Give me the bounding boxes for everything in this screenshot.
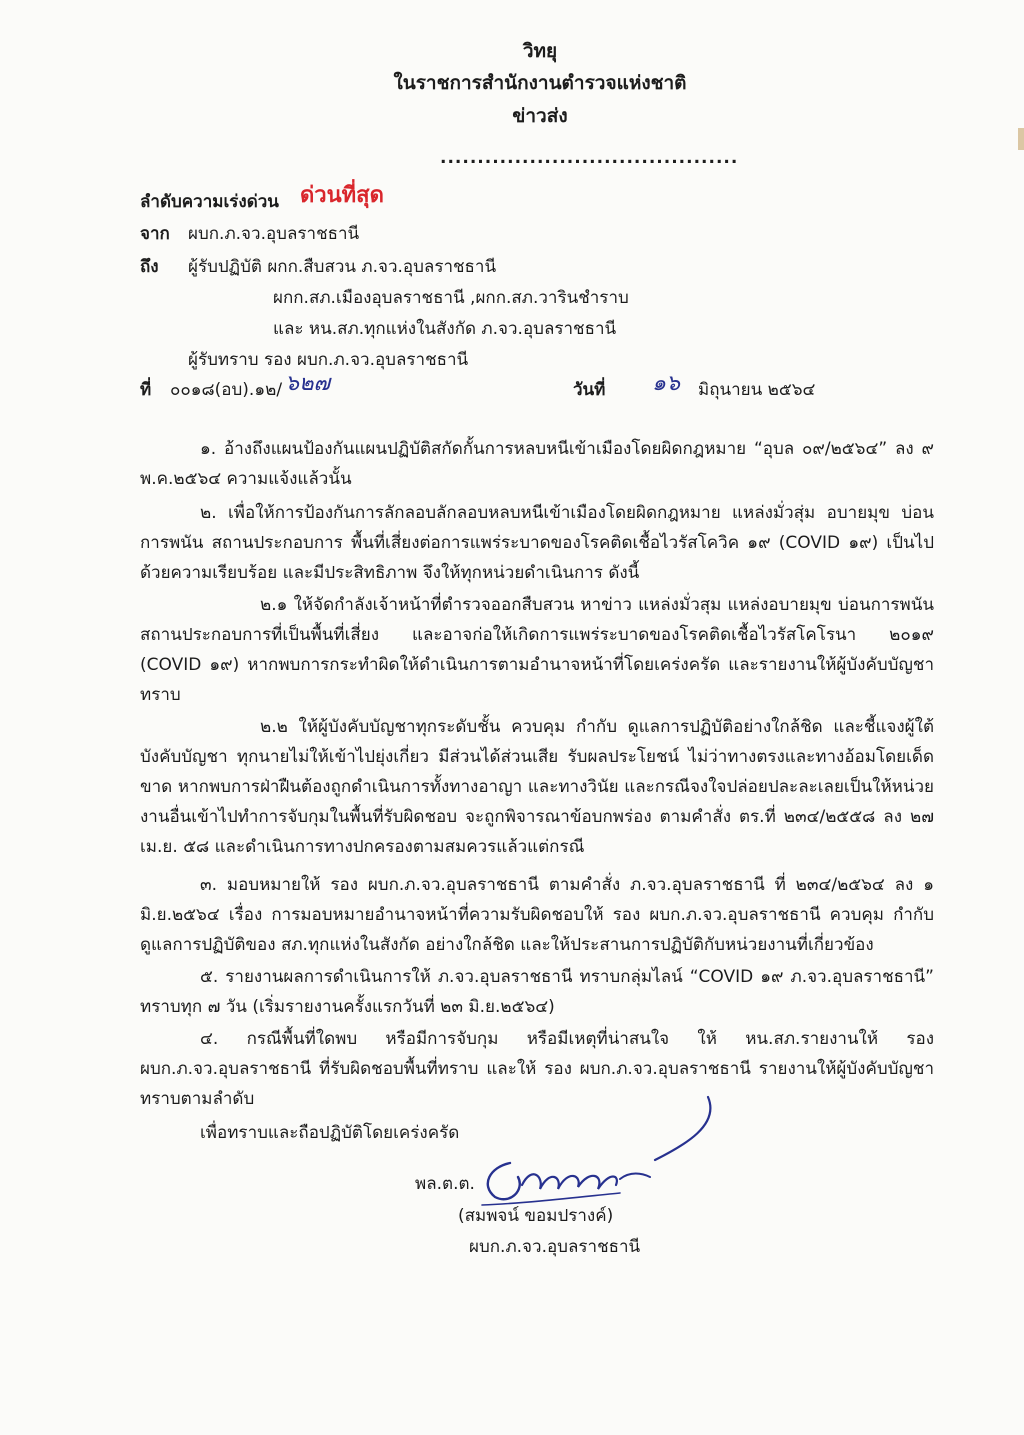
to-line-2: ผกก.สภ.เมืองอุบลราชธานี ,ผกก.สภ.วารินชำราบ xyxy=(273,288,629,308)
from-label: จาก xyxy=(140,224,170,244)
paragraph-5: ๕. รายงานผลการดำเนินการให้ ภ.จว.อุบลราชธานี ทราบกลุ่มไลน์ “COVID ๑๙ ภ.จว.อุบลราชธานี” ทราบทุก ๗ วัน (เริ่มรายงานครั้งแรกวันที่ ๒๓ มิ.ย.๒๕๖๔) xyxy=(140,967,934,1017)
ref-handwritten-number: ๖๒๗ xyxy=(285,371,331,396)
ref-label: ที่ xyxy=(140,380,152,400)
paragraph-2: ๒. เพื่อให้การป้องกันการลักลอบลักลอบหลบหนีเข้าเมืองโดยผิดกฎหมาย แหล่งมั่วสุ่ม อบายมุข บ่อนการพนัน สถานประกอบการ พื้นที่เสี่ยงต่อการแพร่ระบาดของโรคติดเชื้อไวรัสโควิค ๑๙ (COVID ๑๙) เป็นไปด้วยความเรียบร้อย และมีประสิทธิภาพ จึงให้ทุกหน่วยดำเนินการ ดังนี้ xyxy=(140,503,934,583)
urgency-value: ด่วนที่สุด xyxy=(300,183,384,208)
to-line-1: ผู้รับปฏิบัติ ผกก.สืบสวน ภ.จว.อุบลราชธานี xyxy=(188,257,497,277)
paragraph-2-2: ๒.๒ ให้ผู้บังคับบัญชาทุกระดับชั้น ควบคุม กำกับ ดูแลการปฏิบัติอย่างใกล้ชิด และชี้แจงผู้ใต้บังคับบัญชา ทุกนายไม่ให้เข้าไปยุ่งเกี่ยว มีส่วนได้ส่วนเสีย รับผลประโยชน์ ไม่ว่าทางตรงและทางอ้อมโดยเด็ดขาด หากพบการฝ่าฝืนต้องถูกดำเนินการทั้งทางอาญา และทางวินัย และกรณีจงใจปล่อยปละละเลยเป็นให้หน่วยงานอื่นเข้าไปทำการจับกุมในพื้นที่รับผิดชอบ จะถูกพิจารณาข้อบกพร่อง ตามคำสั่ง ตร.ที่ ๒๓๔/๒๕๕๘ ลง ๒๗ เม.ย. ๕๘ และดำเนินการทางปกครองตามสมควรแล้วแต่กรณี xyxy=(140,717,934,857)
header-type: ข่าวส่ง xyxy=(512,105,568,127)
ref-number: ๐๐๑๘(อบ).๑๒/ xyxy=(170,380,283,400)
paragraph-1: ๑. อ้างถึงแผนป้องกันแผนปฏิบัติสกัดกั้นการหลบหนีเข้าเมืองโดยผิดกฎหมาย “อุบล ๐๙/๒๕๖๔” ลง ๙ พ.ค.๒๕๖๔ ความแจ้งแล้วนั้น xyxy=(140,439,934,489)
signer-name: (สมพจน์ ขอมปรางค์) xyxy=(458,1206,614,1226)
date-label: วันที่ xyxy=(573,380,606,400)
to-line-3: และ หน.สภ.ทุกแห่งในสังกัด ภ.จว.อุบลราชธานี xyxy=(273,319,617,339)
urgency-label: ลำดับความเร่งด่วน xyxy=(140,192,279,212)
acknowledge-line: ผู้รับทราบ รอง ผบก.ภ.จว.อุบลราชธานี xyxy=(188,350,469,370)
paragraph-2-1: ๒.๑ ให้จัดกำลังเจ้าหน้าที่ตำรวจออกสืบสวน หาข่าว แหล่งมั่วสุม แหล่งอบายมุข บ่อนการพนัน สถานประกอบการที่เป็นพื้นที่เสี่ยง และอาจก่อให้เกิดการแพร่ระบาดของโรคติดเชื้อไวรัสโคโรนา ๒๐๑๙ (COVID ๑๙) หากพบการกระทำผิดให้ดำเนินการตามอำนาจหน้าที่โดยเคร่งครัด และรายงานให้ผู้บังคับบัญชาทราบ xyxy=(140,595,934,705)
from-value: ผบก.ภ.จว.อุบลราชธานี xyxy=(188,224,360,244)
date-month-year: มิถุนายน ๒๕๖๔ xyxy=(698,380,816,400)
signer-position: ผบก.ภ.จว.อุบลราชธานี xyxy=(469,1237,641,1257)
handwritten-signature xyxy=(470,1085,730,1215)
to-label: ถึง xyxy=(140,257,159,277)
header-subtitle: ในราชการสำนักงานตำรวจแห่งชาติ xyxy=(393,72,687,94)
header-dots: ........................................ xyxy=(440,148,739,168)
paragraph-3: ๓. มอบหมายให้ รอง ผบก.ภ.จว.อุบลราชธานี ตามคำสั่ง ภ.จว.อุบลราชธานี ที่ ๒๓๔/๒๕๖๔ ลง ๑ มิ.ย.๒๕๖๔ เรื่อง การมอบหมายอำนาจหน้าที่ความรับผิดชอบให้ รอง ผบก.ภ.จว.อุบลราชธานี ควบคุม กำกับดูแลการปฏิบัติของ สภ.ทุกแห่งในสังกัด อย่างใกล้ชิด และให้ประสานการปฏิบัติกับหน่วยงานที่เกี่ยวข้อง xyxy=(140,875,934,955)
date-handwritten-day: ๑๖ xyxy=(652,371,680,396)
closing-line: เพื่อทราบและถือปฏิบัติโดยเคร่งครัด xyxy=(200,1123,460,1143)
signer-rank: พล.ต.ต. xyxy=(415,1174,475,1194)
header-title: วิทยุ xyxy=(522,40,558,62)
paper-edge-mark xyxy=(1018,128,1024,150)
paragraph-4: ๔. กรณีพื้นที่ใดพบ หรือมีการจับกุม หรือมีเหตุที่น่าสนใจ ให้ หน.สภ.รายงานให้ รอง ผบก.ภ.จว.อุบลราชธานี ที่รับผิดชอบพื้นที่ทราบ และให้ รอง ผบก.ภ.จว.อุบลราชธานี รายงานให้ผู้บังคับบัญชาทราบตามลำดับ xyxy=(140,1029,934,1109)
